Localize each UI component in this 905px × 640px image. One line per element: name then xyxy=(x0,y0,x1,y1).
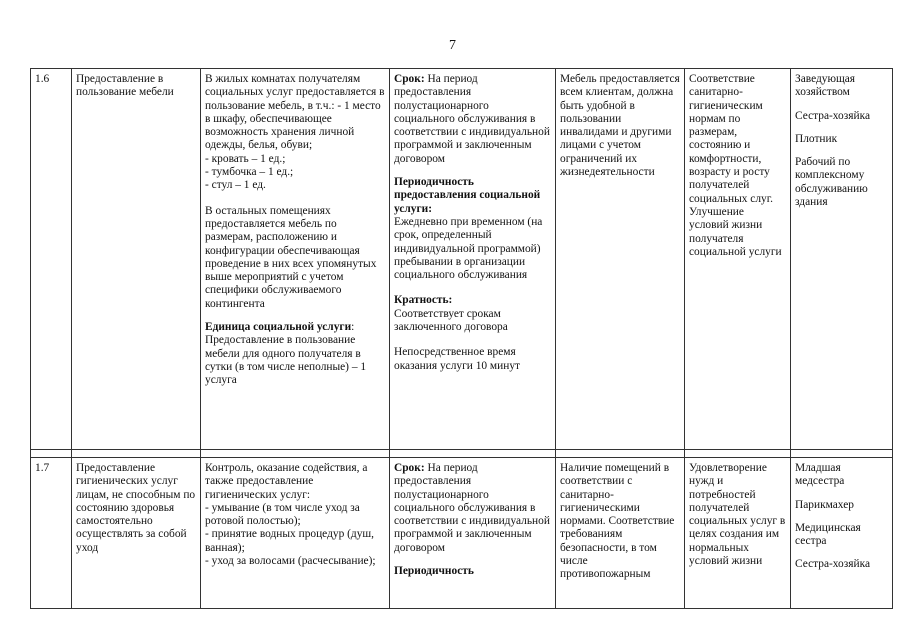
description-item: - тумбочка – 1 ед.; xyxy=(205,166,294,179)
table-row xyxy=(31,458,893,609)
description-intro: Контроль, оказание содействия, а также предоставление гигиенических услуг: xyxy=(205,462,368,501)
description-item: - уход за волосами (расчесывание); xyxy=(205,555,376,568)
service-description xyxy=(201,69,390,450)
service-name: Предоставление гигиенических услуг лицам, не способным по состоянию здоровья самостоятельно осуществлять за собой уход xyxy=(72,458,201,609)
staff-item: Парикмахер xyxy=(795,498,854,511)
page-number: 7 xyxy=(449,38,456,53)
service-quality: Соответствие санитарно-гигиеническим нормам по размерам, состоянию и комфортности, возрасту и росту получателей социальных слуг. Улучшение условий жизни получателя социальной услуги xyxy=(685,69,791,450)
unit-label: Единица социальной услуги xyxy=(205,321,352,334)
description-item: - принятие водных процедур (душ, ванная); xyxy=(205,528,375,554)
srok-label: Срок: xyxy=(394,73,425,85)
service-staff xyxy=(791,69,893,450)
staff-item: Медицинская сестра xyxy=(795,521,861,548)
service-conditions: Мебель предоставляется всем клиентам, должна быть удобной в пользовании инвалидами и другими лицами с учетом ограничений их жизнедеятельности xyxy=(556,69,685,450)
krat-text: Соответствует срокам заключенного договора xyxy=(394,307,508,334)
period-label: Периодичность xyxy=(394,565,474,578)
srok-block xyxy=(394,73,551,166)
services-table xyxy=(30,68,893,609)
srok-label: Срок: xyxy=(394,462,425,474)
time-text: Непосредственное время оказания услуги 10 минут xyxy=(394,346,521,372)
row-number: 1.6 xyxy=(31,69,72,450)
service-terms xyxy=(390,69,556,450)
service-conditions: Наличие помещений в соответствии с санитарно-гигиеническими нормами. Соответствие требованиям безопасности, в том числе противопожарным xyxy=(556,458,685,609)
table-row xyxy=(31,69,893,450)
service-staff xyxy=(791,458,893,609)
krat-label: Кратность: xyxy=(394,294,453,307)
row-number: 1.7 xyxy=(31,458,72,609)
description-item: - стул – 1 ед. xyxy=(205,179,266,192)
srok-text: На период предоставления полустационарного социального обслуживания в соответствии с индивидуальной программой и заключенным договором xyxy=(394,462,550,554)
srok-text: На период предоставления полустационарного социального обслуживания в соответствии с индивидуальной программой и заключенным договором xyxy=(394,73,550,165)
srok-block xyxy=(394,462,551,555)
description-item: - кровать – 1 ед.; xyxy=(205,152,286,165)
staff-item: Младшая медсестра xyxy=(795,462,845,488)
staff-item: Рабочий по комплексному обслуживанию здания xyxy=(795,156,868,209)
unit-block xyxy=(205,321,385,387)
service-terms xyxy=(390,458,556,609)
staff-item: Сестра-хозяйка xyxy=(795,109,871,122)
service-name: Предоставление в пользование мебели xyxy=(72,69,201,450)
description-other: В остальных помещениях предоставляется мебель по размерам, расположению и конфигурации обеспечивающая проведение в них всех упомянутых выше мероприятий с учетом специфики обслуживаемого контингента xyxy=(205,204,377,310)
period-text: Ежедневно при временном (на срок, определенный индивидуальной программой) пребывании в организации социального обслуживания xyxy=(394,215,543,282)
staff-item: Сестра-хозяйка xyxy=(795,558,871,571)
row-separator xyxy=(31,450,893,458)
staff-item: Заведующая хозяйством xyxy=(795,73,856,99)
staff-item: Плотник xyxy=(795,132,838,145)
period-label: Периодичность предоставления социальной услуги: xyxy=(394,176,541,215)
description-item: - умывание (в том числе уход за ротовой полостью); xyxy=(205,501,360,528)
unit-text: : Предоставление в пользование мебели для одного получателя в сутки (в том числе неполные) – 1 услуга xyxy=(205,321,367,387)
service-description xyxy=(201,458,390,609)
description-intro: В жилых комнатах получателям социальных услуг предоставляется в пользование мебель, в т.ч.: - 1 место в шкафу, обеспечивающее возможность хранения личной одежды, белья, обуви; xyxy=(205,73,385,152)
service-quality: Удовлетворение нужд и потребностей получателей социальных услуг в целях создания им нормальных условий жизни xyxy=(685,458,791,609)
